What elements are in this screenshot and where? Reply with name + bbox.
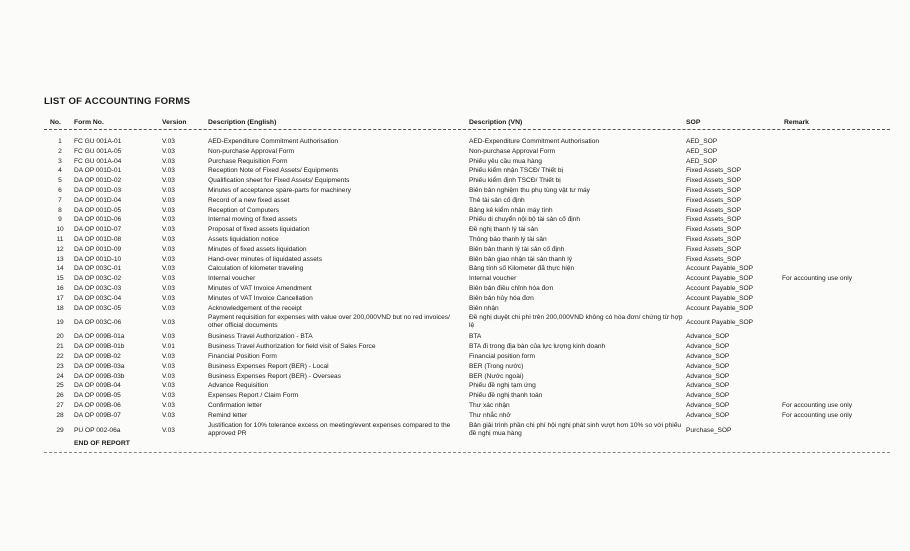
version-cell: V.03 (162, 333, 175, 341)
description-english-cell: Payment requisition for expenses with value over 200,000VND but no red invoices/ other official documents (208, 314, 450, 330)
description-english-cell: Non-purchase Approval Form (208, 147, 295, 155)
header-sop: SOP (686, 119, 701, 126)
sop-cell: Advance_SOP (686, 333, 730, 341)
row-number-cell: 14 (56, 265, 64, 273)
description-english-cell: Qualification sheet for Fixed Assets/ Equipments (208, 177, 350, 185)
description-english-cell: Reception Note of Fixed Assets/ Equipments (208, 167, 339, 175)
description-english-cell: Calculation of kilometer traveling (208, 265, 304, 273)
version-cell: V.03 (162, 319, 175, 327)
table-row (44, 256, 890, 266)
version-cell: V.03 (162, 216, 175, 224)
row-number-cell: 29 (56, 426, 64, 434)
description-vietnamese-cell: Bảng tính số Kilometer đã thực hiện (469, 265, 575, 273)
version-cell: V.03 (162, 275, 175, 283)
table-row (44, 392, 890, 402)
row-number-cell: 18 (56, 304, 64, 312)
version-cell: V.03 (162, 226, 175, 234)
form-number-cell: DA OP 009B-02 (74, 352, 121, 360)
sop-cell: Fixed Assets_SOP (686, 235, 741, 243)
form-number-cell: DA OP 003C-02 (74, 275, 122, 283)
sop-cell: Fixed Assets_SOP (686, 186, 741, 194)
description-english-cell: Record of a new fixed asset (208, 196, 290, 204)
version-cell: V.03 (162, 426, 175, 434)
row-number-cell: 6 (58, 186, 62, 194)
table-header (44, 118, 890, 130)
description-vietnamese-cell: Financial position form (469, 352, 535, 360)
description-english-cell: Business Expenses Report (BER) - Local (208, 362, 329, 370)
description-vietnamese-cell: Thông báo thanh lý tài sản (469, 235, 547, 243)
description-vietnamese-cell: Phiếu kiểm nhận TSCĐ/ Thiết bị (469, 167, 563, 175)
header-desc-vn: Description (VN) (469, 119, 523, 126)
table-row (44, 265, 890, 275)
form-number-cell: DA OP 001D-09 (74, 245, 122, 253)
form-number-cell: DA OP 001D-01 (74, 167, 122, 175)
description-vietnamese-cell: BTA đi trong địa bàn của lực lượng kinh doanh (469, 343, 606, 351)
description-english-cell: Business Travel Authorization - BTA (208, 333, 313, 341)
row-number-cell: 25 (56, 382, 64, 390)
form-number-cell: DA OP 009B-06 (74, 401, 121, 409)
description-vietnamese-cell: Thẻ tài sản cố định (469, 196, 525, 204)
description-english-cell: Advance Requisition (208, 382, 269, 390)
table-row (44, 402, 890, 412)
version-cell: V.03 (162, 177, 175, 185)
table-row (44, 382, 890, 392)
description-vietnamese-cell: Bảng kê kiểm nhận máy tính (469, 206, 553, 214)
form-number-cell: FC GU 001A-05 (74, 147, 122, 155)
row-number-cell: 22 (56, 352, 64, 360)
description-english-cell: Purchase Requisition Form (208, 157, 288, 165)
row-number-cell: 26 (56, 392, 64, 400)
table-row (44, 295, 890, 305)
remark-cell: For accounting use only (782, 401, 853, 409)
row-number-cell: 11 (56, 235, 64, 243)
description-vietnamese-cell: Phiếu đề nghị thanh toán (469, 392, 543, 400)
description-vietnamese-cell: BTA (469, 333, 482, 341)
form-number-cell: FC GU 001A-04 (74, 157, 122, 165)
version-cell: V.03 (162, 186, 175, 194)
description-english-cell: Business Travel Authorization for field visit of Sales Force (208, 343, 376, 351)
version-cell: V.03 (162, 147, 175, 155)
sop-cell: Account Payable_SOP (686, 275, 754, 283)
sop-cell: Advance_SOP (686, 411, 730, 419)
version-cell: V.03 (162, 196, 175, 204)
version-cell: V.03 (162, 304, 175, 312)
version-cell: V.03 (162, 362, 175, 370)
description-english-cell: Business Expenses Report (BER) - Overseas (208, 372, 342, 380)
sop-cell: Advance_SOP (686, 352, 730, 360)
form-number-cell: DA OP 003C-04 (74, 294, 122, 302)
sop-cell: Advance_SOP (686, 362, 730, 370)
row-number-cell: 10 (56, 226, 64, 234)
header-desc-en: Description (English) (208, 119, 277, 126)
header-version: Version (162, 119, 187, 126)
description-vietnamese-cell: Phiếu yêu cầu mua hàng (469, 157, 542, 165)
description-vietnamese-cell: Thư xác nhận (469, 401, 510, 409)
description-english-cell: AED-Expenditure Commitment Authorisation (208, 138, 339, 145)
sop-cell: Fixed Assets_SOP (686, 206, 741, 214)
description-english-cell: Minutes of acceptance spare-parts for machinery (208, 186, 351, 194)
version-cell: V.03 (162, 372, 175, 380)
version-cell: V.03 (162, 411, 175, 419)
table-row (44, 314, 890, 333)
version-cell: V.03 (162, 392, 175, 400)
row-number-cell: 5 (58, 177, 62, 185)
description-english-cell: Proposal of fixed assets liquidation (208, 226, 310, 234)
form-number-cell: DA OP 003C-06 (74, 319, 122, 327)
header-form-no: Form No. (74, 119, 104, 126)
form-number-cell: DA OP 001D-08 (74, 235, 122, 243)
sop-cell: Advance_SOP (686, 382, 730, 390)
version-cell: V.03 (162, 284, 175, 292)
row-number-cell: 9 (58, 216, 62, 224)
row-number-cell: 12 (56, 245, 64, 253)
form-number-cell: DA OP 003C-01 (74, 265, 122, 273)
row-number-cell: 17 (56, 294, 64, 302)
form-number-cell: DA OP 001D-02 (74, 177, 122, 185)
sop-cell: Advance_SOP (686, 401, 730, 409)
form-number-cell: DA OP 001D-06 (74, 216, 122, 224)
description-vietnamese-cell: Bản giải trình phần chi phí hội nghị phát sinh vượt hơn 10% so với phiếu đề nghị mua hàng (469, 421, 682, 437)
row-number-cell: 1 (58, 138, 62, 145)
description-english-cell: Internal moving of fixed assets (208, 216, 298, 224)
description-vietnamese-cell: Non-purchase Approval Form (469, 147, 556, 155)
description-english-cell: Financial Position Form (208, 352, 277, 360)
table-row (44, 373, 890, 383)
row-number-cell: 3 (58, 157, 62, 165)
table-row (44, 207, 890, 217)
description-vietnamese-cell: Phiếu đề nghị tạm ứng (469, 382, 536, 390)
description-vietnamese-cell: Internal voucher (469, 275, 517, 283)
remark-cell: For accounting use only (782, 411, 853, 419)
sop-cell: Fixed Assets_SOP (686, 167, 741, 175)
description-english-cell: Internal voucher (208, 275, 256, 283)
version-cell: V.03 (162, 245, 175, 253)
description-english-cell: Minutes of fixed assets liquidation (208, 245, 307, 253)
row-number-cell: 27 (56, 401, 64, 409)
description-english-cell: Justification for 10% tolerance excess on meeting/event expenses compared to the approved PR (208, 421, 451, 437)
table-row (44, 333, 890, 343)
table-row (44, 148, 890, 158)
version-cell: V.03 (162, 294, 175, 302)
form-number-cell: DA OP 001D-03 (74, 186, 122, 194)
description-english-cell: Reception of Computers (208, 206, 280, 214)
description-vietnamese-cell: BER (Trong nước) (469, 362, 524, 370)
description-vietnamese-cell: Biên nhận (469, 304, 499, 312)
sop-cell: Account Payable_SOP (686, 294, 754, 302)
description-vietnamese-cell: Biên bản thanh lý tài sản cố định (469, 245, 565, 253)
description-vietnamese-cell: Biên bản điều chỉnh hóa đơn (469, 284, 554, 292)
sop-cell: AED_SOP (686, 138, 718, 145)
row-number-cell: 20 (56, 333, 64, 341)
version-cell: V.03 (162, 352, 175, 360)
sop-cell: Purchase_SOP (686, 426, 732, 434)
form-number-cell: FC GU 001A-01 (74, 138, 122, 145)
form-number-cell: DA OP 003C-03 (74, 284, 122, 292)
description-vietnamese-cell: Phiếu kiểm định TSCĐ/ Thiết bị (469, 177, 561, 185)
form-number-cell: DA OP 009B-01a (74, 333, 125, 341)
description-english-cell: Assets liquidation notice (208, 235, 279, 243)
table-row (44, 353, 890, 363)
end-of-report: END OF REPORT (74, 440, 130, 447)
version-cell: V.03 (162, 382, 175, 390)
table-row (44, 177, 890, 187)
version-cell: V.03 (162, 235, 175, 243)
description-english-cell: Acknowledgement of the receipt (208, 304, 302, 312)
version-cell: V.03 (162, 265, 175, 273)
form-number-cell: DA OP 001D-04 (74, 196, 122, 204)
table-row (44, 422, 890, 441)
version-cell: V.03 (162, 167, 175, 175)
row-number-cell: 2 (58, 147, 62, 155)
row-number-cell: 19 (56, 319, 64, 327)
table-row (44, 216, 890, 226)
row-number-cell: 4 (58, 167, 62, 175)
sop-cell: Account Payable_SOP (686, 265, 754, 273)
sop-cell: Account Payable_SOP (686, 304, 754, 312)
description-vietnamese-cell: AED-Expenditure Commitment Authorisation (469, 138, 600, 145)
description-english-cell: Hand-over minutes of liquidated assets (208, 255, 322, 263)
version-cell: V.03 (162, 157, 175, 165)
form-number-cell: DA OP 003C-05 (74, 304, 122, 312)
description-english-cell: Remind letter (208, 411, 248, 419)
remark-cell: For accounting use only (782, 275, 853, 283)
sop-cell: AED_SOP (686, 147, 718, 155)
table-row (44, 363, 890, 373)
row-number-cell: 24 (56, 372, 64, 380)
form-number-cell: DA OP 009B-03b (74, 372, 125, 380)
description-vietnamese-cell: Đề nghị duyệt chi phí trên 200,000VND không có hóa đơn/ chứng từ hợp lệ (469, 314, 683, 330)
form-number-cell: DA OP 009B-07 (74, 411, 121, 419)
table-row (44, 226, 890, 236)
sop-cell: Advance_SOP (686, 343, 730, 351)
version-cell: V.01 (162, 343, 175, 351)
row-number-cell: 8 (58, 206, 62, 214)
table-row (44, 305, 890, 315)
form-number-cell: DA OP 001D-10 (74, 255, 122, 263)
form-number-cell: DA OP 001D-07 (74, 226, 122, 234)
table-body (44, 138, 890, 441)
form-number-cell: DA OP 009B-05 (74, 392, 121, 400)
sop-cell: AED_SOP (686, 157, 718, 165)
table-row (44, 285, 890, 295)
form-number-cell: DA OP 001D-05 (74, 206, 122, 214)
page-title: LIST OF ACCOUNTING FORMS (44, 96, 191, 107)
version-cell: V.03 (162, 138, 175, 145)
form-number-cell: PU OP 002-06a (74, 426, 121, 434)
form-number-cell: DA OP 009B-03a (74, 362, 125, 370)
description-english-cell: Confirmation letter (208, 401, 262, 409)
description-vietnamese-cell: Biên bản nghiệm thu phụ tùng vật tư máy (469, 186, 590, 194)
table-row (44, 197, 890, 207)
table-row (44, 343, 890, 353)
sop-cell: Fixed Assets_SOP (686, 196, 741, 204)
table-row (44, 275, 890, 285)
version-cell: V.03 (162, 255, 175, 263)
table-row (44, 138, 890, 148)
description-vietnamese-cell: Đề nghị thanh lý tài sản (469, 226, 538, 234)
description-english-cell: Minutes of VAT Invoice Cancellation (208, 294, 313, 302)
version-cell: V.03 (162, 206, 175, 214)
row-number-cell: 23 (56, 362, 64, 370)
form-number-cell: DA OP 009B-04 (74, 382, 121, 390)
sop-cell: Fixed Assets_SOP (686, 255, 741, 263)
sop-cell: Fixed Assets_SOP (686, 216, 741, 224)
bottom-divider (44, 452, 890, 453)
header-no: No. (50, 119, 61, 126)
sop-cell: Account Payable_SOP (686, 319, 754, 327)
row-number-cell: 28 (56, 411, 64, 419)
table-row (44, 412, 890, 422)
table-row (44, 167, 890, 177)
table-row (44, 236, 890, 246)
description-vietnamese-cell: BER (Nước ngoài) (469, 372, 524, 380)
table-row (44, 187, 890, 197)
row-number-cell: 16 (56, 284, 64, 292)
form-number-cell: DA OP 009B-01b (74, 343, 125, 351)
description-vietnamese-cell: Biên bản hủy hóa đơn (469, 294, 534, 302)
table-row (44, 158, 890, 168)
sop-cell: Advance_SOP (686, 372, 730, 380)
row-number-cell: 13 (56, 255, 64, 263)
description-vietnamese-cell: Biên bản giao nhận tài sản thanh lý (469, 255, 573, 263)
description-vietnamese-cell: Phiếu di chuyển nội bộ tài sản cố định (469, 216, 581, 224)
description-english-cell: Minutes of VAT Invoice Amendment (208, 284, 312, 292)
sop-cell: Fixed Assets_SOP (686, 177, 741, 185)
row-number-cell: 7 (58, 196, 62, 204)
version-cell: V.03 (162, 401, 175, 409)
description-vietnamese-cell: Thư nhắc nhở (469, 411, 511, 419)
table-row (44, 246, 890, 256)
description-english-cell: Expenses Report / Claim Form (208, 392, 299, 400)
sop-cell: Fixed Assets_SOP (686, 245, 741, 253)
header-remark: Remark (784, 119, 809, 126)
sop-cell: Account Payable_SOP (686, 284, 754, 292)
row-number-cell: 21 (56, 343, 64, 351)
sop-cell: Advance_SOP (686, 392, 730, 400)
sop-cell: Fixed Assets_SOP (686, 226, 741, 234)
row-number-cell: 15 (56, 275, 64, 283)
